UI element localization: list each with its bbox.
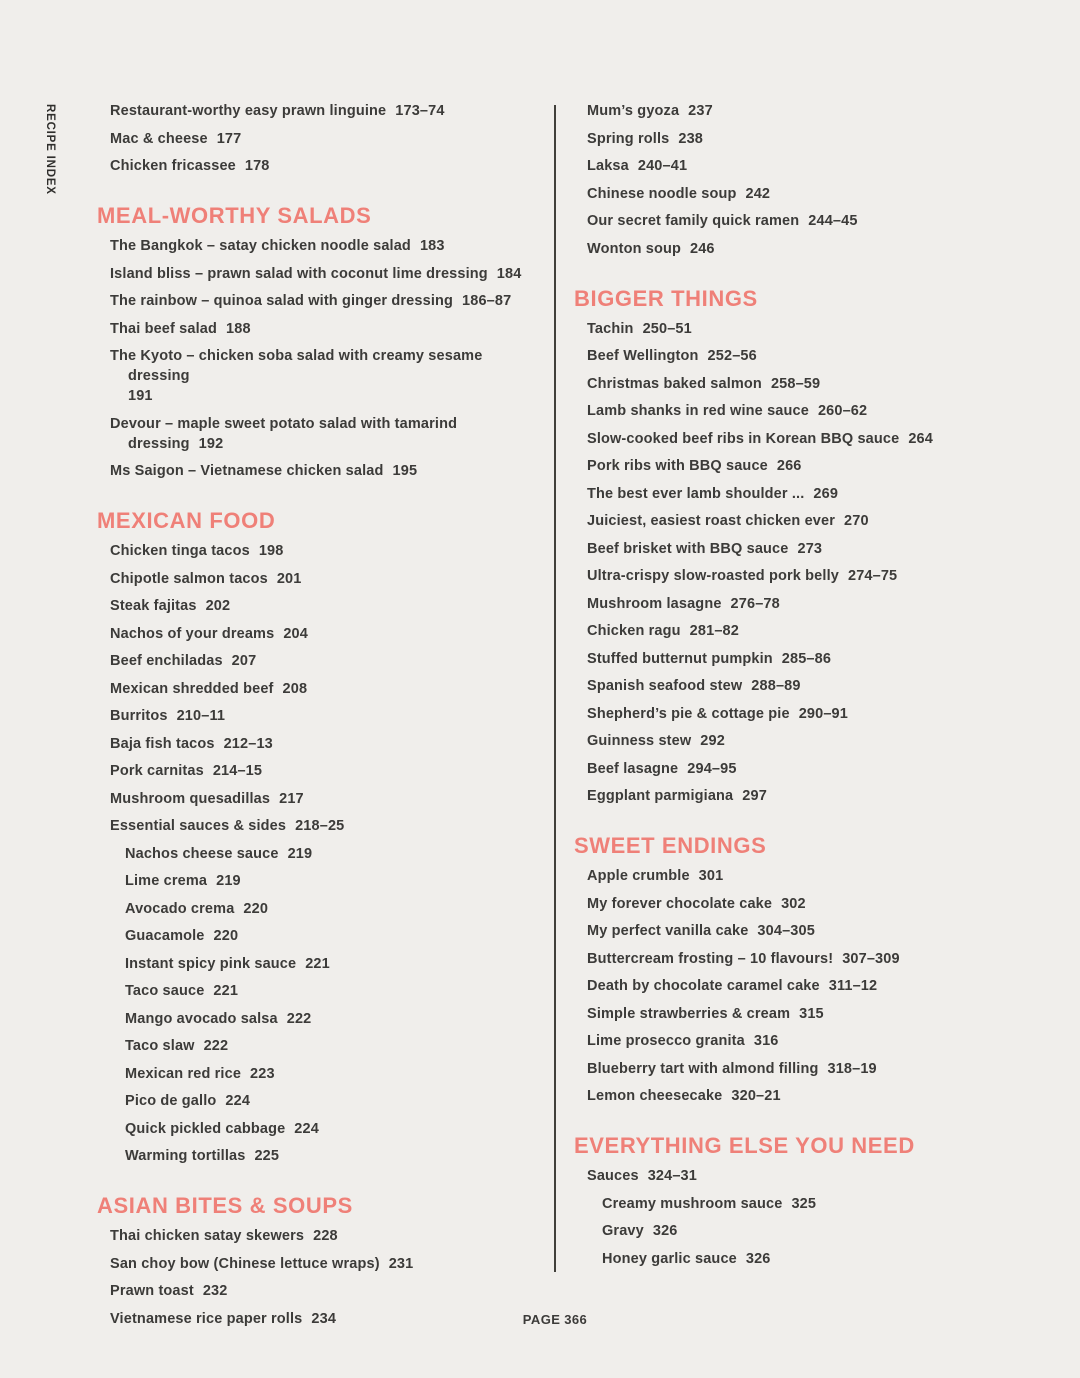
page-number: 252–56 xyxy=(707,348,757,364)
index-entry xyxy=(587,456,1007,476)
index-entry xyxy=(125,899,542,919)
page-number: 214–15 xyxy=(212,763,263,779)
section-heading: MEXICAN FOOD xyxy=(97,508,276,533)
recipe-title: Mexican red rice xyxy=(125,1065,242,1082)
recipe-title: Mac & cheese xyxy=(110,130,208,147)
page-number: 201 xyxy=(276,570,302,587)
recipe-title: Tachin xyxy=(587,320,634,337)
index-entry xyxy=(110,761,542,781)
page-number: 212–13 xyxy=(223,735,273,752)
recipe-title: My perfect vanilla cake xyxy=(587,923,749,939)
recipe-title: Blueberry tart with almond filling xyxy=(587,1060,819,1077)
index-entry xyxy=(587,156,1007,176)
recipe-title: Juiciest, easiest roast chicken ever xyxy=(587,513,836,529)
page-number: 237 xyxy=(688,103,713,119)
index-entry xyxy=(125,1119,542,1139)
index-entry xyxy=(110,414,542,454)
index-entry xyxy=(110,1281,542,1301)
recipe-title: Eggplant parmigiana xyxy=(587,788,734,804)
index-entry xyxy=(110,461,542,481)
index-entry xyxy=(110,541,542,561)
index-entry xyxy=(587,1059,1007,1079)
recipe-title: Taco sauce xyxy=(125,983,205,999)
page-number: 281–82 xyxy=(689,623,739,639)
index-entry xyxy=(125,954,542,974)
recipe-title: Lemon cheesecake xyxy=(587,1088,723,1104)
page-number: 318–19 xyxy=(827,1060,877,1077)
index-entry xyxy=(602,1194,1007,1214)
section-heading: EVERYTHING ELSE YOU NEED xyxy=(574,1133,915,1158)
recipe-title: The rainbow – quinoa salad with ginger dressing xyxy=(110,293,454,309)
page-number: 316 xyxy=(753,1033,779,1049)
recipe-title: Quick pickled cabbage xyxy=(125,1120,286,1137)
recipe-title: Thai chicken satay skewers xyxy=(110,1228,305,1244)
page-number: 217 xyxy=(279,790,304,807)
recipe-title: Slow-cooked beef ribs in Korean BBQ sauce xyxy=(587,430,900,447)
column-divider xyxy=(554,105,556,1272)
page-number: 242 xyxy=(745,185,771,202)
page-number: 208 xyxy=(282,680,308,697)
recipe-title: Stuffed butternut pumpkin xyxy=(587,650,773,667)
recipe-title: Restaurant-worthy easy prawn linguine xyxy=(110,103,387,119)
index-entry xyxy=(125,1146,542,1166)
index-entry xyxy=(587,649,1007,669)
index-entry xyxy=(587,949,1007,969)
index-entry xyxy=(587,374,1007,394)
page-number: 224 xyxy=(225,1093,251,1109)
recipe-title: Vietnamese rice paper rolls xyxy=(110,1310,303,1327)
index-entry xyxy=(110,236,542,256)
recipe-title: Baja fish tacos xyxy=(110,735,215,752)
page-number: 184 xyxy=(496,265,522,282)
index-entry xyxy=(125,871,542,891)
index-entry xyxy=(110,1254,542,1274)
recipe-title: Lime crema xyxy=(125,873,208,889)
page-number: 221 xyxy=(213,983,239,999)
recipe-title: Laksa xyxy=(587,158,629,174)
page-number: 220 xyxy=(213,928,239,944)
index-entry xyxy=(587,319,1007,339)
recipe-title: Mexican shredded beef xyxy=(110,680,274,697)
page-number: 191 xyxy=(128,388,153,404)
recipe-title: Pork ribs with BBQ sauce xyxy=(587,458,768,474)
page-number: 266 xyxy=(776,458,802,474)
index-entry xyxy=(125,981,542,1001)
recipe-title: Spring rolls xyxy=(587,130,670,147)
recipe-title: Spanish seafood stew xyxy=(587,678,743,694)
page-number: 246 xyxy=(690,240,715,257)
page-number: 178 xyxy=(244,158,270,174)
recipe-title: Gravy xyxy=(602,1223,644,1239)
index-entry xyxy=(125,926,542,946)
index-entry xyxy=(587,129,1007,149)
recipe-title: Warming tortillas xyxy=(125,1148,246,1164)
recipe-title: Chinese noodle soup xyxy=(587,185,737,202)
recipe-title: Simple strawberries & cream xyxy=(587,1005,791,1022)
recipe-title: Ultra-crispy slow-roasted pork belly xyxy=(587,568,839,584)
index-entry xyxy=(110,1309,542,1329)
page-number: 219 xyxy=(287,845,313,862)
page-number: 202 xyxy=(205,598,231,614)
index-entry xyxy=(587,894,1007,914)
index-entry xyxy=(110,264,542,284)
index-entry xyxy=(125,1036,542,1056)
recipe-title: Beef Wellington xyxy=(587,348,699,364)
page-number: 258–59 xyxy=(770,375,821,392)
index-entry xyxy=(110,789,542,809)
page-number: 188 xyxy=(226,320,251,337)
page-number: 276–78 xyxy=(730,595,780,612)
recipe-title: Beef lasagne xyxy=(587,760,679,777)
page-number: 244–45 xyxy=(808,213,858,229)
recipe-title: The best ever lamb shoulder ... xyxy=(587,485,805,502)
page-number: 221 xyxy=(305,955,330,972)
recipe-title: Mum’s gyoza xyxy=(587,103,680,119)
page-number-footer: PAGE 366 xyxy=(522,1312,588,1327)
page-number: 192 xyxy=(198,435,224,452)
recipe-title: Steak fajitas xyxy=(110,598,197,614)
index-entry xyxy=(110,291,542,311)
page-number: 240–41 xyxy=(637,158,688,174)
index-entry xyxy=(587,676,1007,696)
page-number: 231 xyxy=(388,1255,414,1272)
recipe-title: Guacamole xyxy=(125,928,205,944)
page-number: 238 xyxy=(678,130,704,147)
recipe-title: Chicken fricassee xyxy=(110,158,236,174)
recipe-title: Death by chocolate caramel cake xyxy=(587,978,820,994)
index-entry xyxy=(587,731,1007,751)
recipe-title: Lime prosecco granita xyxy=(587,1033,745,1049)
index-entry xyxy=(110,651,542,671)
page-number: 270 xyxy=(844,513,869,529)
index-entry xyxy=(587,566,1007,586)
page-number: 177 xyxy=(216,130,242,147)
page-number: 186–87 xyxy=(462,293,512,309)
page-number: 173–74 xyxy=(395,103,445,119)
page-number: 326 xyxy=(652,1223,678,1239)
section-heading: ASIAN BITES & SOUPS xyxy=(97,1193,353,1218)
index-column-right xyxy=(574,101,1007,1276)
recipe-title: Chipotle salmon tacos xyxy=(110,570,268,587)
recipe-title: Ms Saigon – Vietnamese chicken salad xyxy=(110,463,384,479)
index-entry xyxy=(110,679,542,699)
page-number: 218–25 xyxy=(295,818,345,834)
recipe-title: Mushroom lasagne xyxy=(587,595,722,612)
recipe-title: The Kyoto – chicken soba salad with creamy sesame dressing xyxy=(110,348,483,384)
recipe-title: Avocado crema xyxy=(125,900,235,917)
recipe-index-label: RECIPE INDEX xyxy=(44,104,56,195)
index-entry xyxy=(125,1091,542,1111)
index-entry xyxy=(587,184,1007,204)
index-entry xyxy=(110,129,542,149)
index-entry xyxy=(587,594,1007,614)
page-number: 223 xyxy=(250,1065,275,1082)
page-number: 273 xyxy=(797,540,823,557)
index-entry xyxy=(587,211,1007,231)
index-entry xyxy=(587,621,1007,641)
recipe-title: Instant spicy pink sauce xyxy=(125,955,297,972)
page-number: 210–11 xyxy=(176,708,226,724)
index-entry xyxy=(587,1004,1007,1024)
index-entry xyxy=(110,816,542,836)
page-number: 228 xyxy=(313,1228,338,1244)
page-number: 288–89 xyxy=(751,678,801,694)
recipe-title: Guinness stew xyxy=(587,733,692,749)
recipe-title: Devour – maple sweet potato salad with tamarind dressing xyxy=(110,415,458,452)
page-number: 290–91 xyxy=(798,705,848,722)
page-number: 220 xyxy=(243,900,269,917)
page-number: 315 xyxy=(799,1005,824,1022)
recipe-title: Chicken ragu xyxy=(587,623,681,639)
recipe-title: Chicken tinga tacos xyxy=(110,543,250,559)
page-number: 285–86 xyxy=(781,650,832,667)
recipe-title: Beef brisket with BBQ sauce xyxy=(587,540,789,557)
index-entry xyxy=(587,401,1007,421)
recipe-title: Island bliss – prawn salad with coconut lime dressing xyxy=(110,265,488,282)
index-entry xyxy=(110,596,542,616)
index-entry xyxy=(125,1009,542,1029)
index-entry xyxy=(587,539,1007,559)
recipe-title: The Bangkok – satay chicken noodle salad xyxy=(110,238,411,254)
recipe-title: Nachos cheese sauce xyxy=(125,845,279,862)
recipe-title: Essential sauces & sides xyxy=(110,818,287,834)
index-entry xyxy=(602,1249,1007,1269)
page-number: 311–12 xyxy=(828,978,878,994)
recipe-title: Nachos of your dreams xyxy=(110,625,275,642)
recipe-title: Sauces xyxy=(587,1168,639,1184)
recipe-title: Wonton soup xyxy=(587,240,681,257)
page-number: 325 xyxy=(791,1195,817,1212)
index-entry xyxy=(587,704,1007,724)
index-entry xyxy=(602,1221,1007,1241)
index-entry xyxy=(110,319,542,339)
recipe-title: Our secret family quick ramen xyxy=(587,213,800,229)
index-entry xyxy=(125,1064,542,1084)
page-number: 301 xyxy=(698,868,724,884)
recipe-title: Thai beef salad xyxy=(110,320,218,337)
index-entry xyxy=(587,786,1007,806)
recipe-title: Beef enchiladas xyxy=(110,653,223,669)
index-entry xyxy=(125,844,542,864)
recipe-title: Prawn toast xyxy=(110,1283,194,1299)
page-number: 260–62 xyxy=(817,403,868,419)
recipe-title: San choy bow (Chinese lettuce wraps) xyxy=(110,1255,380,1272)
recipe-title: Apple crumble xyxy=(587,868,690,884)
index-entry xyxy=(587,101,1007,121)
page-number: 274–75 xyxy=(847,568,898,584)
recipe-title: Pork carnitas xyxy=(110,763,204,779)
page-number: 307–309 xyxy=(842,950,900,967)
recipe-title: Shepherd’s pie & cottage pie xyxy=(587,705,790,722)
recipe-title: Christmas baked salmon xyxy=(587,375,762,392)
page-number: 324–31 xyxy=(647,1168,697,1184)
index-entry xyxy=(587,484,1007,504)
index-entry xyxy=(587,1166,1007,1186)
page-number: 264 xyxy=(908,430,933,447)
recipe-title: Lamb shanks in red wine sauce xyxy=(587,403,809,419)
index-entry xyxy=(110,569,542,589)
recipe-title: Pico de gallo xyxy=(125,1093,217,1109)
page-number: 204 xyxy=(283,625,308,642)
page-number: 326 xyxy=(745,1250,771,1267)
section-heading: BIGGER THINGS xyxy=(574,285,758,311)
index-entry xyxy=(110,734,542,754)
page-number: 304–305 xyxy=(757,923,815,939)
section-heading: MEAL-WORTHY SALADS xyxy=(97,203,372,228)
page-number: 224 xyxy=(294,1120,319,1137)
page-number: 234 xyxy=(311,1310,337,1327)
page-number: 292 xyxy=(700,733,725,749)
index-entry xyxy=(110,1226,542,1246)
page-number: 225 xyxy=(254,1148,280,1164)
index-entry xyxy=(110,156,542,176)
recipe-title: Mushroom quesadillas xyxy=(110,790,271,807)
recipe-title: Honey garlic sauce xyxy=(602,1250,737,1267)
index-entry xyxy=(587,346,1007,366)
page-number: 294–95 xyxy=(687,760,737,777)
page-number: 219 xyxy=(216,873,241,889)
page-number: 198 xyxy=(258,543,284,559)
index-entry xyxy=(587,1031,1007,1051)
page-number: 207 xyxy=(231,653,257,669)
page-number: 222 xyxy=(203,1038,229,1054)
page-number: 320–21 xyxy=(731,1088,781,1104)
recipe-title: Creamy mushroom sauce xyxy=(602,1195,783,1212)
index-entry xyxy=(587,866,1007,886)
index-entry xyxy=(587,759,1007,779)
recipe-title: Taco slaw xyxy=(125,1038,195,1054)
recipe-title: Mango avocado salsa xyxy=(125,1010,278,1027)
section-heading: SWEET ENDINGS xyxy=(574,833,767,858)
page-number: 250–51 xyxy=(642,320,692,337)
recipe-title: My forever chocolate cake xyxy=(587,895,773,912)
index-entry xyxy=(110,101,542,121)
recipe-title: Burritos xyxy=(110,708,168,724)
index-column-left xyxy=(97,101,542,1336)
index-entry xyxy=(110,706,542,726)
page-number: 302 xyxy=(781,895,806,912)
page-number: 195 xyxy=(392,463,418,479)
page-number: 222 xyxy=(286,1010,312,1027)
page-number: 297 xyxy=(742,788,767,804)
index-entry xyxy=(587,511,1007,531)
index-entry xyxy=(587,429,1007,449)
page-number: 232 xyxy=(202,1283,228,1299)
index-entry xyxy=(587,976,1007,996)
index-entry xyxy=(587,1086,1007,1106)
index-entry xyxy=(110,624,542,644)
page-number: 269 xyxy=(813,485,839,502)
index-entry xyxy=(587,921,1007,941)
page-number: 183 xyxy=(419,238,445,254)
index-entry xyxy=(587,239,1007,259)
recipe-title: Buttercream frosting – 10 flavours! xyxy=(587,950,834,967)
index-entry xyxy=(110,346,542,406)
